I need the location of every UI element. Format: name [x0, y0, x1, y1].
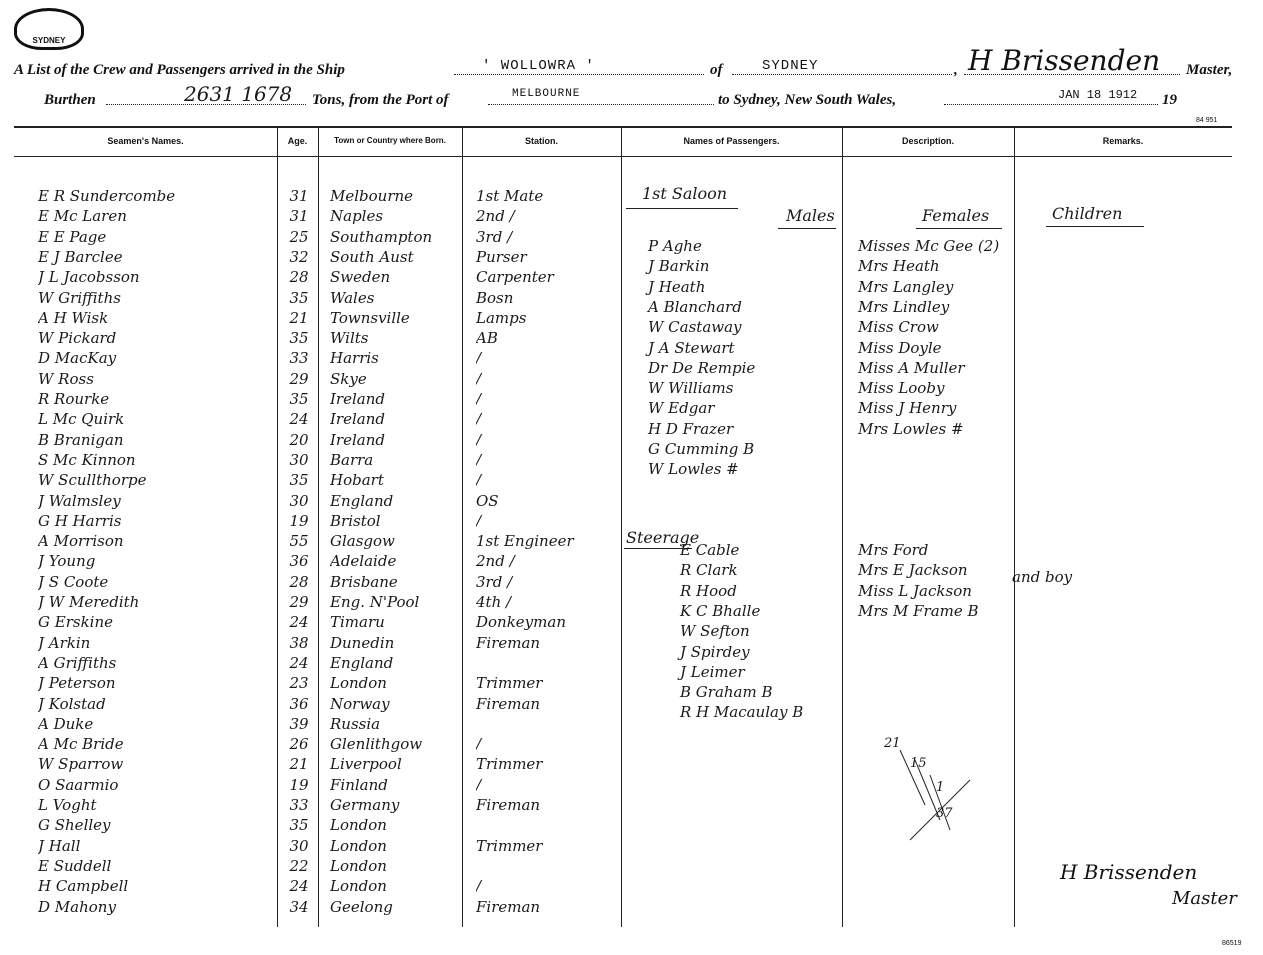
crew-age: 19 — [289, 775, 309, 794]
crew-station: 1st Engineer — [476, 532, 574, 551]
header-line1-prefix: A List of the Crew and Passengers arrived in the Ship — [14, 62, 345, 78]
crew-birthplace: Ireland — [330, 410, 385, 429]
crew-name: A Mc Bride — [38, 735, 124, 754]
saloon-female-passenger: Mrs Langley — [858, 277, 954, 296]
table-head-rule — [14, 156, 1232, 157]
crew-birthplace: Dunedin — [330, 633, 395, 652]
signature-title: Master — [1172, 888, 1237, 909]
crew-station: 2nd / — [476, 207, 515, 226]
crew-age: 24 — [289, 410, 309, 429]
crew-row — [0, 612, 1263, 632]
crew-name: G Erskine — [38, 613, 113, 632]
saloon-female-passenger: Miss Looby — [858, 379, 945, 398]
col-head-description: Description. — [901, 136, 954, 146]
crew-station: / — [476, 471, 482, 490]
crew-age: 30 — [289, 450, 309, 469]
tally-3: 1 — [936, 780, 945, 795]
steerage-male-passenger: R Clark — [680, 561, 738, 580]
tally-4: 37 — [936, 806, 953, 821]
of-label: of — [710, 62, 723, 78]
crew-row — [0, 409, 1263, 429]
saloon-female-passenger: Mrs Lindley — [858, 297, 950, 316]
crew-row — [0, 247, 1263, 267]
crew-name: E R Sundercombe — [38, 187, 176, 205]
crew-birthplace: Harris — [330, 349, 379, 368]
crew-birthplace: Adelaide — [330, 552, 397, 571]
saloon-children-underline — [1046, 226, 1144, 227]
crew-name: G Shelley — [38, 816, 111, 835]
crew-age: 25 — [289, 227, 309, 246]
crew-row — [0, 186, 1263, 206]
col-head-remarks: Remarks. — [1102, 136, 1144, 146]
crew-age: 31 — [289, 207, 309, 226]
crew-row — [0, 633, 1263, 653]
crew-age: 29 — [289, 593, 309, 611]
crew-birthplace: Germany — [330, 796, 400, 814]
master-name: H Brissenden — [968, 44, 1161, 77]
saloon-male-passenger: Dr De Rempie — [648, 358, 756, 377]
from-port: MELBOURNE — [512, 88, 581, 100]
crew-birthplace: South Aust — [330, 247, 414, 266]
col-head-seamen: Seamen's Names. — [107, 136, 184, 146]
crew-row — [0, 734, 1263, 754]
crew-age: 29 — [289, 369, 309, 388]
saloon-female-passenger: Mrs Lowles # — [858, 419, 964, 438]
crew-station: / — [476, 390, 482, 408]
signature-name: H Brissenden — [1060, 860, 1198, 884]
crew-row — [0, 389, 1263, 409]
crew-name: A Morrison — [38, 532, 124, 551]
crew-name: J Arkin — [38, 633, 91, 652]
crew-age: 39 — [289, 714, 309, 733]
crew-birthplace: London — [330, 816, 387, 835]
crew-station: / — [476, 735, 482, 754]
crew-station: Purser — [476, 247, 527, 266]
steerage-male-passenger: J Spirdey — [680, 642, 750, 661]
crew-row — [0, 369, 1263, 389]
crew-station: / — [476, 775, 482, 794]
crew-birthplace: Southampton — [330, 227, 433, 246]
crew-station: / — [476, 877, 482, 896]
steerage-female-passenger: Miss L Jackson — [858, 581, 972, 600]
crew-station: AB — [476, 329, 498, 348]
crew-age: 35 — [289, 329, 309, 348]
port-stamp-logo: SYDNEY — [14, 8, 84, 50]
crew-station: Lamps — [476, 308, 527, 327]
crew-row — [0, 328, 1263, 348]
crew-row — [0, 897, 1263, 917]
crew-name: J Walmsley — [38, 491, 121, 510]
saloon-male-passenger: H D Frazer — [648, 419, 734, 438]
crew-birthplace: Wales — [330, 288, 375, 307]
col-head-age: Age. — [287, 136, 308, 146]
crew-age: 35 — [289, 288, 309, 307]
crew-name: W Griffiths — [38, 288, 121, 307]
crew-birthplace: Geelong — [330, 897, 393, 916]
steerage-female-passenger: Mrs Ford — [858, 541, 929, 559]
crew-row — [0, 227, 1263, 247]
crew-birthplace: Ireland — [330, 390, 385, 408]
crew-age: 24 — [289, 613, 309, 632]
steerage-male-passenger: W Sefton — [680, 622, 750, 641]
saloon-male-passenger: W Castaway — [648, 318, 742, 337]
crew-row — [0, 714, 1263, 734]
saloon-male-passenger: G Cumming B — [648, 440, 755, 458]
crew-birthplace: London — [330, 856, 387, 875]
crew-station: 1st Mate — [476, 187, 544, 205]
saloon-female-passenger: Miss Crow — [858, 318, 939, 337]
crew-row — [0, 450, 1263, 470]
ship-underline — [454, 74, 704, 75]
saloon-male-passenger: A Blanchard — [648, 297, 742, 316]
crew-birthplace: Liverpool — [330, 755, 402, 774]
crew-age: 23 — [289, 674, 309, 693]
crew-name: W Ross — [38, 369, 94, 388]
saloon-underline — [626, 208, 738, 209]
crew-row — [0, 673, 1263, 693]
crew-station: Trimmer — [476, 755, 543, 774]
crew-row — [0, 348, 1263, 368]
saloon-female-passenger: Misses Mc Gee (2) — [858, 237, 1000, 255]
crew-age: 24 — [289, 653, 309, 672]
ship-name: ' WOLLOWRA ' — [482, 58, 595, 74]
crew-birthplace: Skye — [330, 369, 367, 388]
crew-name: J Peterson — [38, 674, 116, 693]
tons-label: Tons, from the Port of — [312, 92, 449, 108]
crew-station — [476, 815, 620, 835]
crew-station: 4th / — [476, 593, 512, 611]
crew-birthplace: Sweden — [330, 268, 391, 287]
master-label: Master, — [1186, 62, 1233, 78]
saloon-female-passenger: Miss A Muller — [858, 358, 965, 377]
crew-row — [0, 288, 1263, 308]
crew-birthplace: Eng. N'Pool — [330, 593, 420, 611]
crew-birthplace: Finland — [330, 775, 388, 794]
crew-age: 33 — [289, 349, 309, 368]
crew-name: E E Page — [38, 227, 107, 246]
crew-station: 3rd / — [476, 572, 513, 591]
crew-row — [0, 795, 1263, 815]
crew-station — [476, 714, 620, 734]
saloon-males-label: Males — [786, 206, 835, 225]
crew-station: 3rd / — [476, 227, 513, 246]
crew-name: A Duke — [38, 714, 94, 733]
crew-birthplace: Bristol — [330, 511, 381, 530]
crew-station: / — [476, 430, 482, 449]
crew-row — [0, 836, 1263, 856]
crew-birthplace: London — [330, 877, 387, 896]
table-top-rule — [14, 126, 1232, 128]
crew-birthplace: London — [330, 674, 387, 693]
crew-birthplace: Brisbane — [330, 572, 398, 591]
crew-row — [0, 267, 1263, 287]
from-port-underline — [488, 104, 714, 105]
saloon-male-passenger: W Williams — [648, 379, 734, 398]
tally-strokes — [880, 740, 990, 850]
crew-age: 36 — [289, 694, 309, 713]
crew-station: Fireman — [476, 633, 541, 652]
crew-row — [0, 815, 1263, 835]
crew-row — [0, 470, 1263, 490]
steerage-remark: and boy — [1012, 568, 1073, 586]
steerage-female-passenger: Mrs E Jackson — [858, 561, 968, 580]
crew-name: R Rourke — [38, 390, 110, 408]
crew-row — [0, 572, 1263, 592]
crew-station: Bosn — [476, 288, 514, 307]
crew-row — [0, 308, 1263, 328]
steerage-male-passenger: R H Macaulay B — [680, 703, 804, 722]
crew-name: B Branigan — [38, 430, 124, 449]
arrival-date: JAN 18 1912 — [1058, 88, 1138, 102]
crew-age: 33 — [289, 796, 309, 814]
tonnage: 2631 1678 — [184, 82, 293, 106]
tally-2: 15 — [910, 756, 927, 771]
crew-name: A H Wisk — [38, 308, 109, 327]
crew-name: W Pickard — [38, 329, 117, 348]
saloon-males-underline — [778, 228, 836, 229]
crew-birthplace: Melbourne — [330, 187, 414, 205]
crew-station: / — [476, 369, 482, 388]
crew-age: 35 — [289, 816, 309, 835]
crew-name: J L Jacobsson — [38, 268, 140, 287]
crew-age: 21 — [289, 308, 309, 327]
saloon-female-passenger: Miss J Henry — [858, 399, 957, 418]
crew-name: E J Barclee — [38, 247, 123, 266]
crew-station: OS — [476, 491, 499, 510]
steerage-male-passenger: R Hood — [680, 581, 737, 600]
crew-name: D Mahony — [38, 897, 116, 916]
crew-birthplace: Norway — [330, 694, 390, 713]
crew-age: 30 — [289, 836, 309, 855]
crew-birthplace: Glenlithgow — [330, 735, 423, 754]
crew-age: 20 — [289, 430, 309, 449]
crew-birthplace: England — [330, 653, 394, 672]
crew-row — [0, 592, 1263, 612]
crew-birthplace: London — [330, 836, 387, 855]
crew-row — [0, 430, 1263, 450]
col-head-station: Station. — [525, 136, 558, 146]
saloon-male-passenger: J Heath — [648, 277, 706, 296]
port-of-registry: SYDNEY — [762, 58, 819, 74]
steerage-male-passenger: B Graham B — [680, 683, 773, 702]
year-suffix: 19 — [1162, 92, 1177, 108]
crew-age: 26 — [289, 735, 309, 754]
crew-row — [0, 491, 1263, 511]
saloon-male-passenger: J A Stewart — [648, 338, 735, 357]
steerage-female-passenger: Mrs M Frame B — [858, 601, 979, 620]
crew-birthplace: Wilts — [330, 329, 369, 348]
crew-age: 35 — [289, 471, 309, 490]
crew-name: H Campbell — [38, 877, 129, 896]
saloon-male-passenger: J Barkin — [648, 257, 710, 276]
steerage-label: Steerage — [626, 528, 700, 547]
steerage-male-passenger: K C Bhalle — [680, 601, 761, 620]
crew-age: 35 — [289, 390, 309, 408]
saloon-male-passenger: P Aghe — [648, 237, 702, 255]
crew-age: 38 — [289, 633, 309, 652]
crew-age: 36 — [289, 552, 309, 571]
crew-station: Fireman — [476, 897, 541, 916]
crew-age: 30 — [289, 491, 309, 510]
crew-name: W Scullthorpe — [38, 471, 147, 490]
crew-station: / — [476, 511, 482, 530]
crew-birthplace: Ireland — [330, 430, 385, 449]
crew-station: Trimmer — [476, 836, 543, 855]
crew-row — [0, 754, 1263, 774]
crew-name: E Suddell — [38, 856, 112, 875]
crew-age: 31 — [289, 187, 309, 205]
saloon-female-passenger: Mrs Heath — [858, 257, 940, 276]
crew-station: / — [476, 349, 482, 368]
crew-station: / — [476, 450, 482, 469]
crew-name: S Mc Kinnon — [38, 450, 136, 469]
crew-birthplace: Hobart — [330, 471, 384, 490]
crew-station: Fireman — [476, 796, 541, 814]
crew-name: O Saarmio — [38, 775, 119, 794]
form-number: 84 951 — [1196, 117, 1218, 124]
crew-age: 28 — [289, 572, 309, 591]
crew-name: L Voght — [38, 796, 97, 814]
crew-station: Trimmer — [476, 674, 543, 693]
saloon-female-passenger: Miss Doyle — [858, 338, 942, 357]
crew-name: L Mc Quirk — [38, 410, 125, 429]
crew-age: 34 — [289, 897, 309, 916]
footer-number: 86519 — [1222, 940, 1242, 947]
crew-station: Donkeyman — [476, 613, 566, 632]
crew-age: 22 — [289, 856, 309, 875]
saloon-male-passenger: W Lowles # — [648, 460, 739, 479]
crew-station — [476, 653, 620, 673]
saloon-females-underline — [916, 228, 1002, 229]
crew-name: J W Meredith — [38, 593, 140, 611]
crew-row — [0, 551, 1263, 571]
crew-name: J S Coote — [38, 572, 109, 591]
col-head-passengers: Names of Passengers. — [683, 136, 780, 146]
crew-name: E Mc Laren — [38, 207, 127, 226]
saloon-children-label: Children — [1052, 204, 1123, 223]
crew-age: 21 — [289, 755, 309, 774]
crew-name: A Griffiths — [38, 653, 117, 672]
crew-age: 24 — [289, 877, 309, 896]
crew-station: / — [476, 410, 482, 429]
crew-station: Fireman — [476, 694, 541, 713]
crew-age: 32 — [289, 247, 309, 266]
crew-age: 55 — [289, 532, 309, 551]
crew-birthplace: Glasgow — [330, 532, 395, 551]
saloon-male-passenger: W Edgar — [648, 399, 715, 418]
crew-station — [476, 856, 620, 876]
burthen-label: Burthen — [44, 92, 96, 108]
crew-name: D MacKay — [38, 349, 117, 368]
crew-age: 19 — [289, 511, 309, 530]
crew-birthplace: England — [330, 491, 394, 510]
crew-row — [0, 694, 1263, 714]
crew-row — [0, 775, 1263, 795]
crew-birthplace: Barra — [330, 450, 374, 469]
crew-name: J Hall — [38, 836, 81, 855]
col-head-born: Town or Country where Born. — [334, 136, 446, 145]
crew-name: J Young — [38, 552, 96, 571]
crew-birthplace: Timaru — [330, 613, 385, 632]
crew-birthplace: Townsville — [330, 308, 410, 327]
saloon-females-label: Females — [922, 206, 990, 225]
crew-birthplace: Naples — [330, 207, 384, 226]
steerage-male-passenger: E Cable — [680, 541, 740, 559]
crew-name: W Sparrow — [38, 755, 124, 774]
tally-1: 21 — [884, 736, 901, 751]
crew-birthplace: Russia — [330, 714, 381, 733]
to-label: to Sydney, New South Wales, — [718, 92, 897, 108]
comma-mark: , — [954, 62, 958, 78]
steerage-male-passenger: J Leimer — [680, 662, 745, 681]
crew-row — [0, 653, 1263, 673]
crew-name: J Kolstad — [38, 694, 106, 713]
saloon-label: 1st Saloon — [642, 184, 728, 203]
port-registry-underline — [732, 74, 952, 75]
crew-name: G H Harris — [38, 511, 122, 530]
crew-age: 28 — [289, 268, 309, 287]
crew-station: Carpenter — [476, 268, 554, 287]
date-underline — [944, 104, 1158, 105]
crew-station: 2nd / — [476, 552, 515, 571]
